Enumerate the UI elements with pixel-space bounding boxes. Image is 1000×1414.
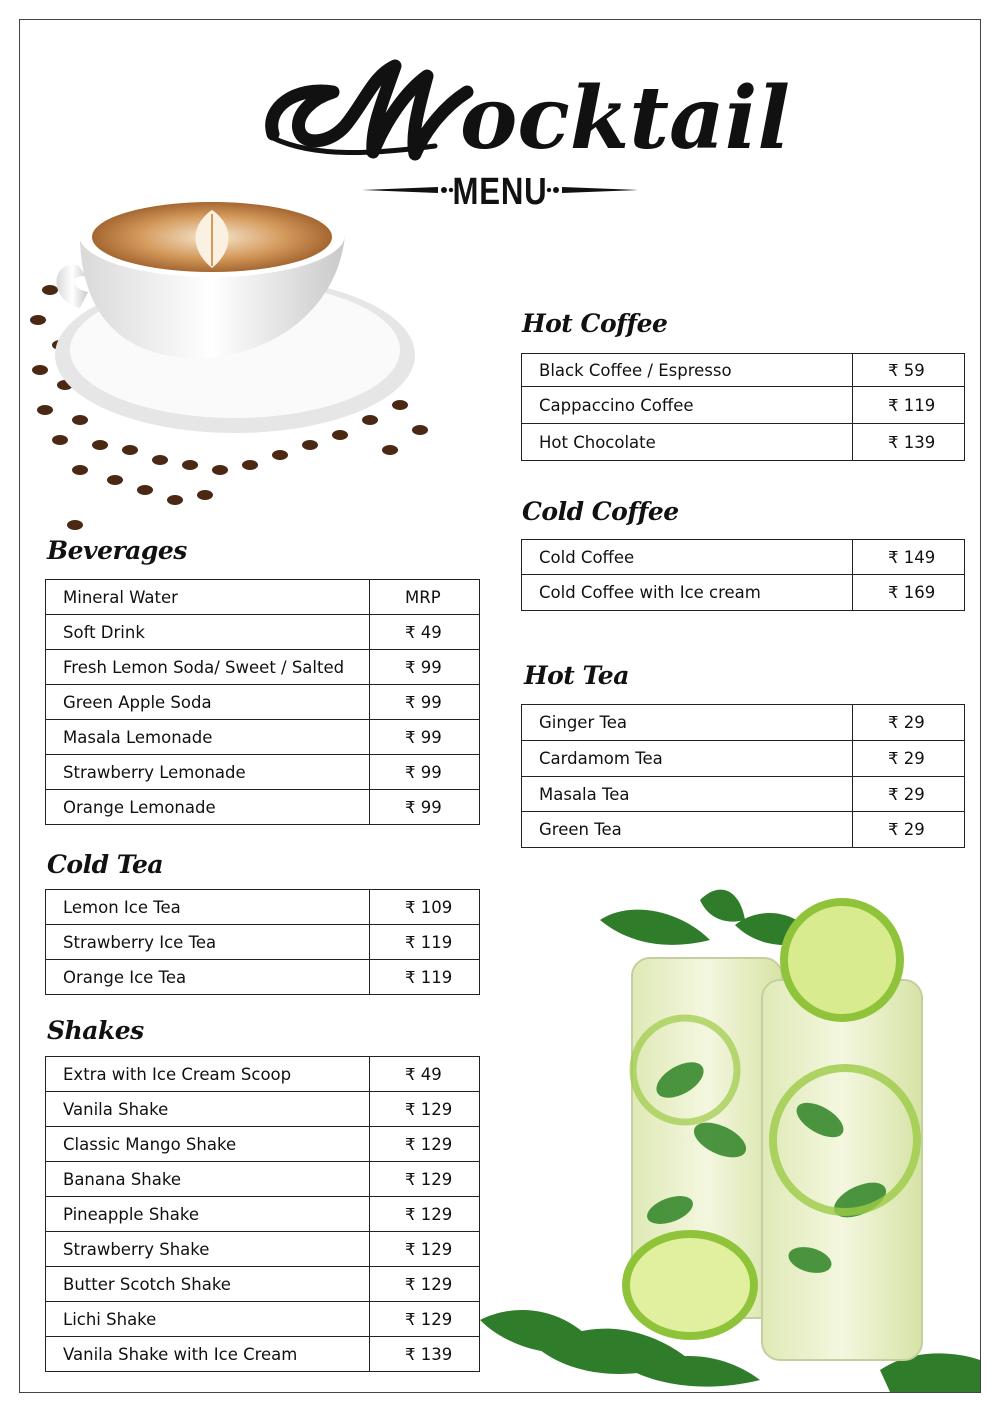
section-title-hot-tea: Hot Tea: [524, 661, 629, 690]
item-name: Green Tea: [522, 812, 853, 848]
item-price: ₹ 169: [853, 575, 965, 611]
item-name: Fresh Lemon Soda/ Sweet / Salted: [46, 650, 370, 685]
hot-coffee-table: [521, 353, 965, 461]
item-price: ₹ 129: [370, 1162, 480, 1197]
item-price: ₹ 119: [370, 925, 480, 960]
table-row: [522, 387, 965, 424]
item-name: Cardamom Tea: [522, 741, 853, 777]
table-row: [522, 812, 965, 848]
item-name: Lichi Shake: [46, 1302, 370, 1337]
menu-title-logo: [255, 26, 791, 176]
item-price: ₹ 29: [853, 741, 965, 777]
table-row: [46, 755, 480, 790]
item-price: ₹ 129: [370, 1127, 480, 1162]
item-price: ₹ 129: [370, 1302, 480, 1337]
shakes-table: [45, 1056, 480, 1372]
table-row: [522, 777, 965, 812]
table-row: [522, 424, 965, 461]
item-name: Mineral Water: [46, 580, 370, 615]
table-row: [46, 925, 480, 960]
table-row: [46, 685, 480, 720]
mojito-glasses-image: [480, 880, 980, 1392]
table-row: [46, 720, 480, 755]
item-price: ₹ 99: [370, 790, 480, 825]
table-row: [46, 1232, 480, 1267]
item-name: Orange Ice Tea: [46, 960, 370, 995]
item-price: ₹ 99: [370, 720, 480, 755]
table-row: [46, 1337, 480, 1372]
item-name: Orange Lemonade: [46, 790, 370, 825]
table-row: [46, 1127, 480, 1162]
item-name: Pineapple Shake: [46, 1197, 370, 1232]
item-price: ₹ 29: [853, 705, 965, 741]
item-name: Butter Scotch Shake: [46, 1267, 370, 1302]
item-price: ₹ 129: [370, 1267, 480, 1302]
item-name: Cold Coffee with Ice cream: [522, 575, 853, 611]
item-name: Strawberry Shake: [46, 1232, 370, 1267]
item-price: ₹ 129: [370, 1197, 480, 1232]
item-name: Masala Lemonade: [46, 720, 370, 755]
section-title-beverages: Beverages: [47, 536, 187, 565]
item-name: Masala Tea: [522, 777, 853, 812]
section-title-cold-tea: Cold Tea: [47, 850, 164, 879]
item-name: Extra with Ice Cream Scoop: [46, 1057, 370, 1092]
item-name: Strawberry Lemonade: [46, 755, 370, 790]
table-row: [46, 890, 480, 925]
coffee-cup-image: [20, 180, 450, 540]
item-name: Cappaccino Coffee: [522, 387, 853, 424]
cold-coffee-table: [521, 539, 965, 611]
item-price: ₹ 59: [853, 354, 965, 387]
table-row: [522, 705, 965, 741]
table-row: [522, 354, 965, 387]
menu-subtitle-text: MENU: [452, 171, 548, 213]
item-price: ₹ 29: [853, 777, 965, 812]
item-name: Lemon Ice Tea: [46, 890, 370, 925]
item-name: Strawberry Ice Tea: [46, 925, 370, 960]
item-price: ₹ 149: [853, 540, 965, 575]
table-row: [46, 960, 480, 995]
table-row: [522, 575, 965, 611]
item-price: ₹ 139: [370, 1337, 480, 1372]
item-name: Green Apple Soda: [46, 685, 370, 720]
table-row: [46, 1162, 480, 1197]
table-row: [46, 615, 480, 650]
item-price: ₹ 99: [370, 755, 480, 790]
item-name: Cold Coffee: [522, 540, 853, 575]
table-row: [46, 1057, 480, 1092]
item-price: ₹ 99: [370, 685, 480, 720]
beverages-table: [45, 579, 480, 825]
item-price: ₹ 119: [853, 387, 965, 424]
table-row: [46, 580, 480, 615]
table-row: [46, 1092, 480, 1127]
item-price: ₹ 129: [370, 1092, 480, 1127]
item-name: Vanila Shake: [46, 1092, 370, 1127]
section-title-cold-coffee: Cold Coffee: [522, 497, 679, 526]
item-name: Soft Drink: [46, 615, 370, 650]
item-name: Hot Chocolate: [522, 424, 853, 461]
item-price: ₹ 49: [370, 615, 480, 650]
item-name: Ginger Tea: [522, 705, 853, 741]
table-row: [46, 1267, 480, 1302]
section-title-shakes: Shakes: [47, 1016, 144, 1045]
item-price: ₹ 139: [853, 424, 965, 461]
item-name: Classic Mango Shake: [46, 1127, 370, 1162]
item-price: ₹ 29: [853, 812, 965, 848]
table-row: [522, 741, 965, 777]
item-price: MRP: [370, 580, 480, 615]
item-name: Banana Shake: [46, 1162, 370, 1197]
cold-tea-table: [45, 889, 480, 995]
item-price: ₹ 49: [370, 1057, 480, 1092]
table-row: [46, 1197, 480, 1232]
hot-tea-table: [521, 704, 965, 848]
svg-text:ocktail: ocktail: [460, 68, 791, 169]
item-price: ₹ 109: [370, 890, 480, 925]
item-name: Black Coffee / Espresso: [522, 354, 853, 387]
table-row: [46, 790, 480, 825]
table-row: [46, 650, 480, 685]
item-price: ₹ 119: [370, 960, 480, 995]
table-row: [522, 540, 965, 575]
item-price: ₹ 99: [370, 650, 480, 685]
item-name: Vanila Shake with Ice Cream: [46, 1337, 370, 1372]
item-price: ₹ 129: [370, 1232, 480, 1267]
table-row: [46, 1302, 480, 1337]
section-title-hot-coffee: Hot Coffee: [522, 309, 668, 338]
